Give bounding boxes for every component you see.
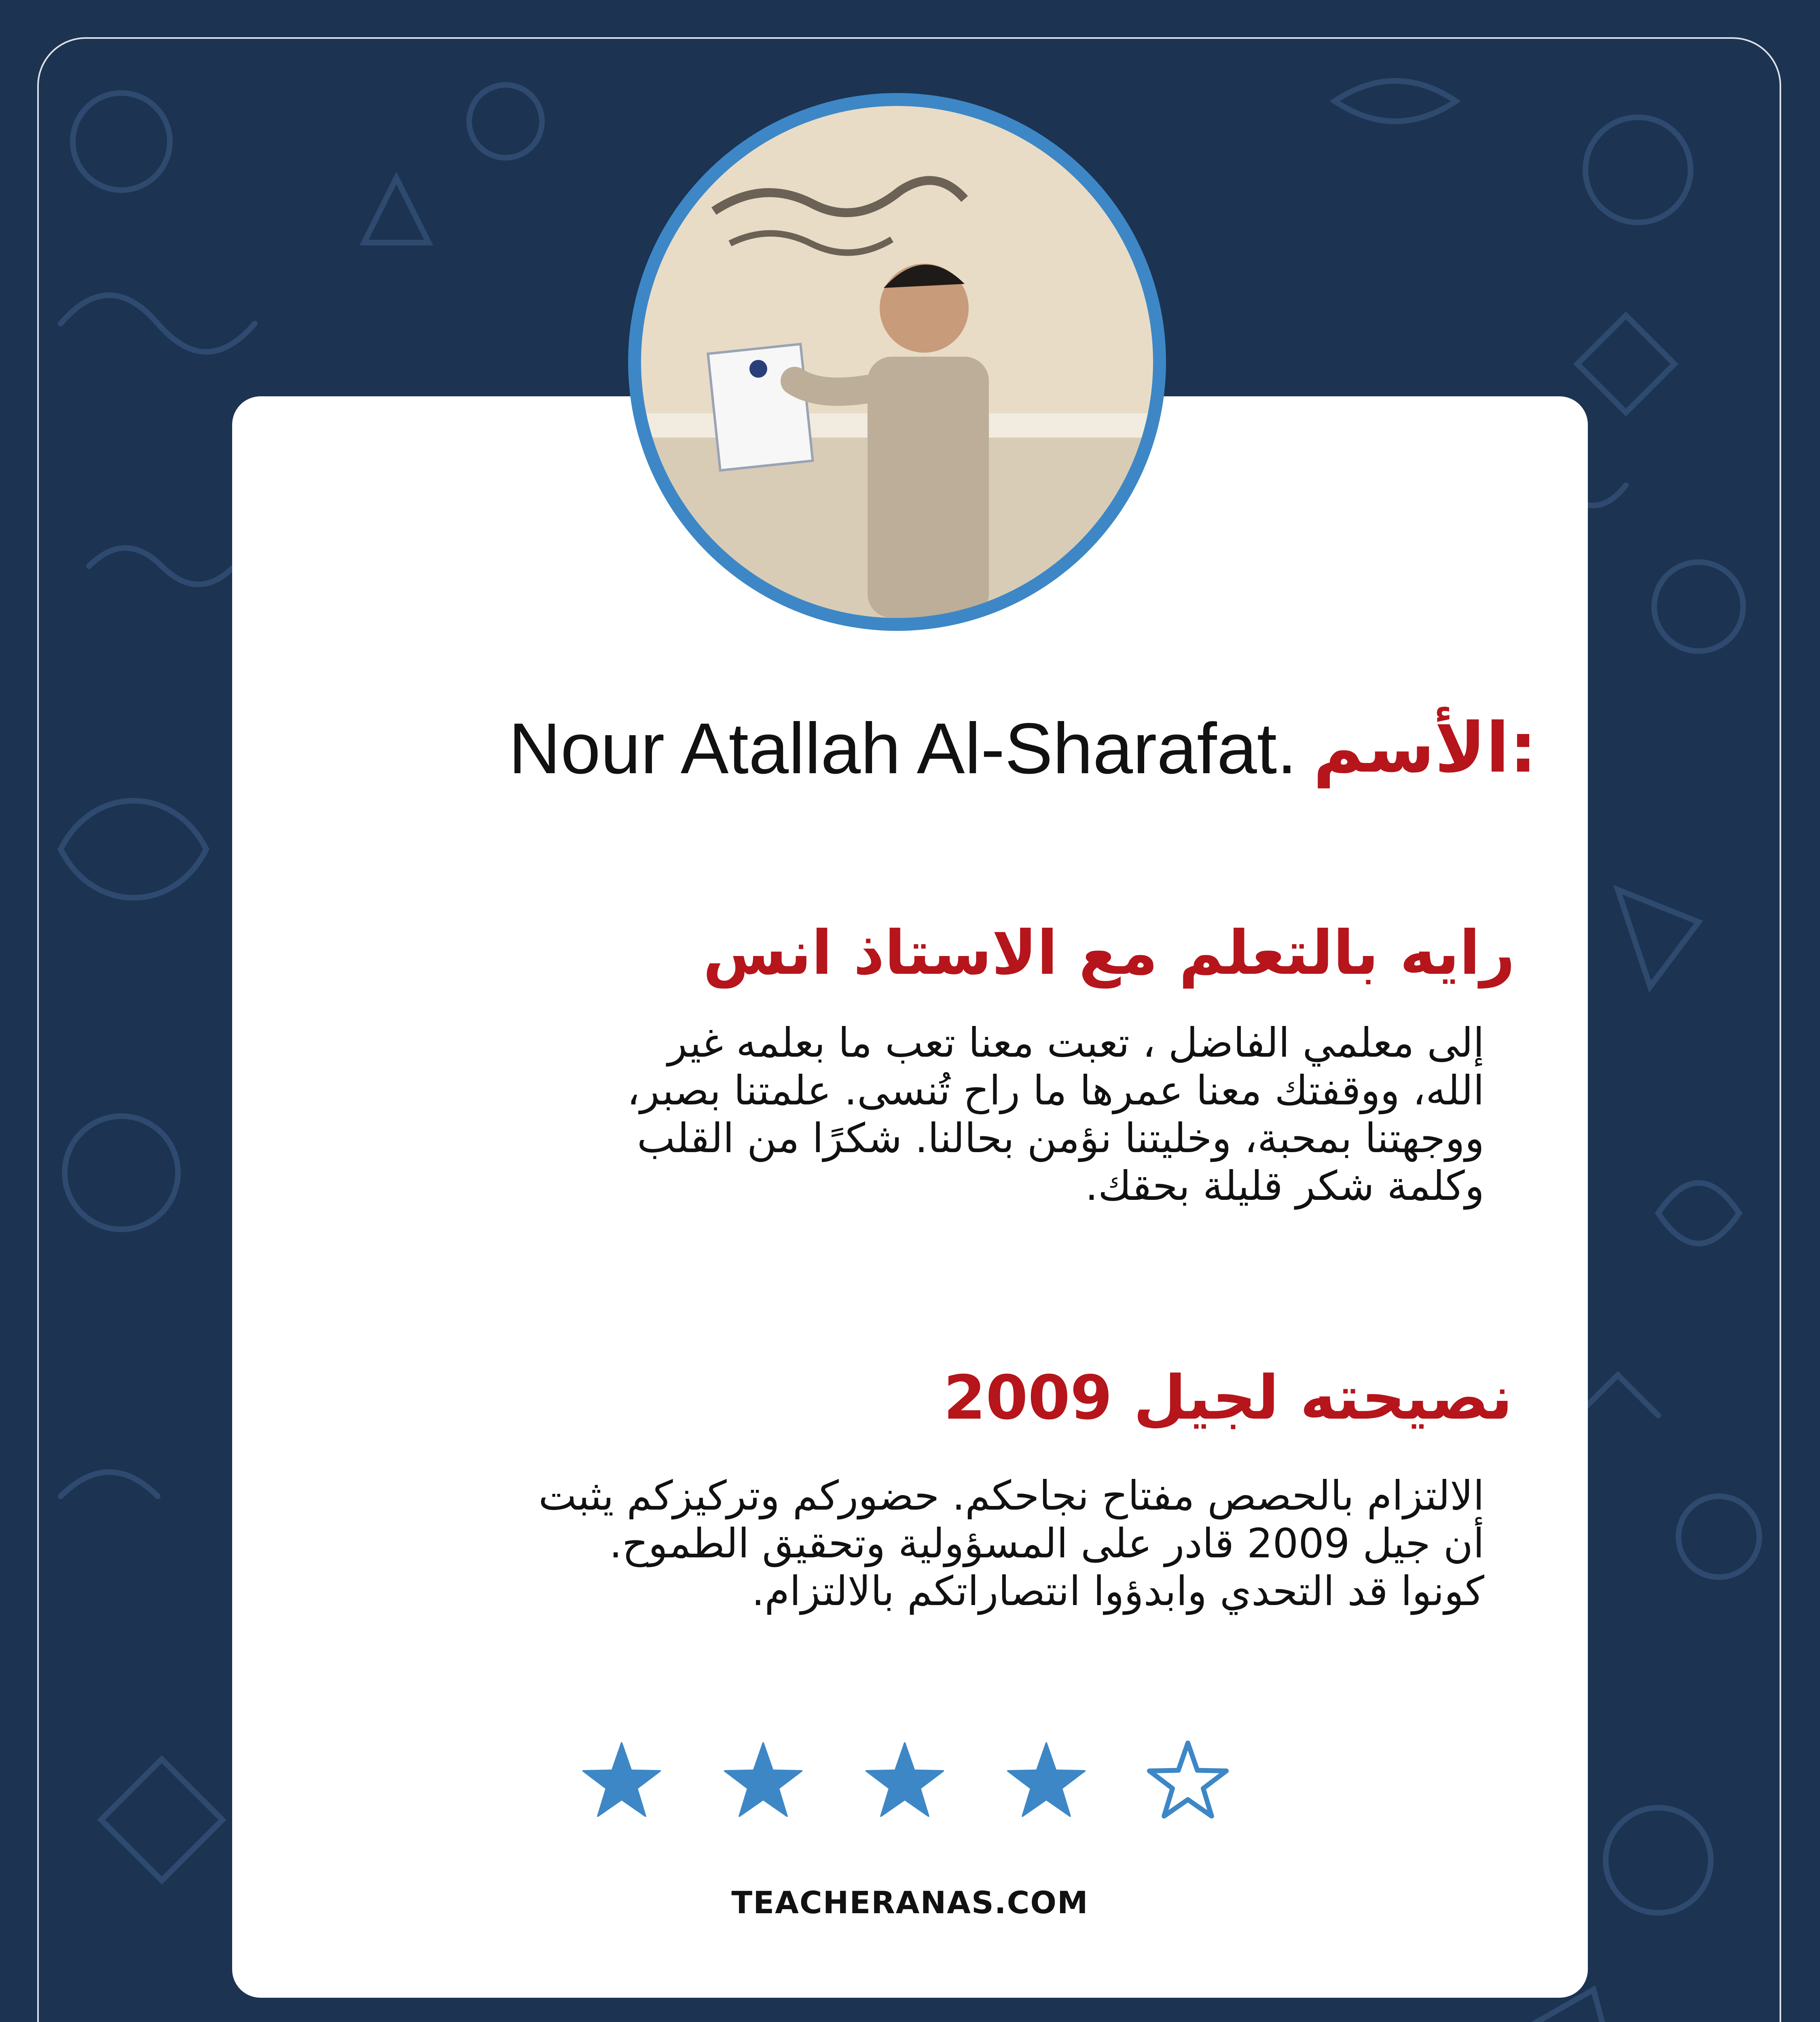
opinion-text [384, 1019, 1484, 1210]
advice-line: الالتزام بالحصص مفتاح نجاحكم. حضوركم وتركيزكم يثبت [538, 1472, 1484, 1519]
student-name: Nour Atallah Al-Sharafat. [508, 708, 1297, 789]
star-rating [578, 1739, 1246, 1828]
star-filled-icon [1003, 1739, 1090, 1822]
profile-photo [628, 93, 1166, 631]
star-filled-icon [720, 1739, 807, 1822]
advice-line: أن جيل 2009 قادر على المسؤولية وتحقيق الطموح. [609, 1520, 1484, 1567]
star-filled-icon [861, 1739, 948, 1822]
opinion-line: وكلمة شكر قليلة بحقك. [1085, 1162, 1484, 1210]
opinion-line: ووجهتنا بمحبة، وخليتنا نؤمن بحالنا. شكرًا من القلب [637, 1115, 1484, 1162]
name-label: الأسم: [1313, 708, 1537, 788]
opinion-line: إلى معلمي الفاضل ، تعبت معنا تعب ما بعلمه غير [667, 1019, 1484, 1066]
name-row [283, 696, 1537, 801]
website-label: TEACHERANAS.COM [731, 1885, 1089, 1920]
advice-line: كونوا قد التحدي وابدؤوا انتصاراتكم بالالتزام. [751, 1567, 1484, 1615]
advice-text [384, 1472, 1484, 1615]
star-filled-icon [578, 1739, 665, 1822]
opinion-heading: رايه بالتعلم مع الاستاذ انس [703, 918, 1515, 988]
opinion-line: الله، ووقفتك معنا عمرها ما راح تُنسى. علمتنا بصبر، [627, 1067, 1484, 1114]
advice-heading: نصيحته لجيل 2009 [943, 1363, 1513, 1433]
photo-illustration [641, 106, 1153, 618]
star-empty-icon [1145, 1739, 1232, 1822]
